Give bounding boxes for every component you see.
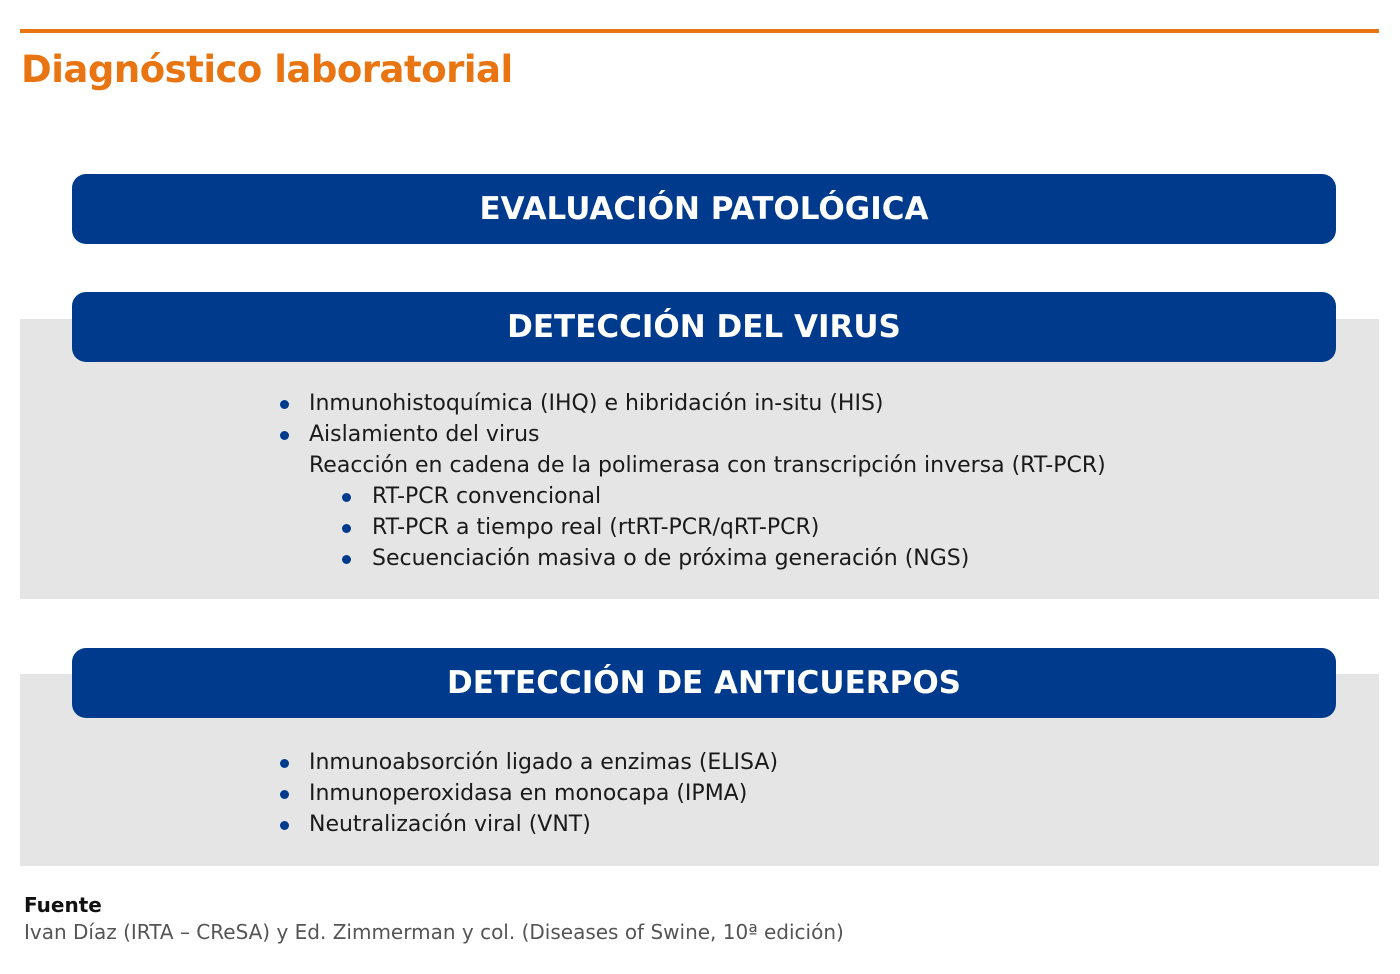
list-item-text: RT-PCR a tiempo real (rtRT-PCR/qRT-PCR) (372, 515, 820, 540)
source-label: Fuente (24, 893, 102, 917)
page-title: Diagnóstico laboratorial (21, 48, 513, 91)
bullet-icon (280, 821, 289, 830)
bullet-icon (342, 555, 351, 564)
antibody-banner (72, 648, 1336, 718)
list-item-text: Reacción en cadena de la polimerasa con transcripción inversa (RT-PCR) (309, 453, 1106, 478)
virus-methods-list (276, 388, 1106, 574)
list-item-text: Secuenciación masiva o de próxima generación (NGS) (372, 546, 970, 571)
list-item (276, 809, 778, 840)
list-item-text: RT-PCR convencional (372, 484, 602, 509)
list-item-text: Neutralización viral (VNT) (309, 812, 591, 837)
list-subitem (276, 481, 1106, 512)
list-item-text: Aislamiento del virus (309, 422, 540, 447)
antibody-heading: DETECCIÓN DE ANTICUERPOS (446, 665, 962, 701)
list-item (276, 450, 1106, 481)
bullet-icon (342, 493, 351, 502)
virus-banner (72, 292, 1336, 362)
list-item-text: Inmunoperoxidasa en monocapa (IPMA) (309, 781, 748, 806)
title-underline (20, 29, 1379, 33)
antibody-methods-list (276, 747, 778, 840)
list-subitem (276, 512, 1106, 543)
bullet-icon (280, 759, 289, 768)
list-item (276, 419, 1106, 450)
pathology-banner (72, 174, 1336, 244)
virus-heading: DETECCIÓN DEL VIRUS (507, 309, 901, 345)
list-item (276, 388, 1106, 419)
list-item (276, 778, 778, 809)
pathology-heading: EVALUACIÓN PATOLÓGICA (479, 191, 929, 227)
source-citation: Ivan Díaz (IRTA – CReSA) y Ed. Zimmerman y col. (Diseases of Swine, 10ª edición) (24, 920, 844, 944)
bullet-icon (280, 400, 289, 409)
list-item-text: Inmunoabsorción ligado a enzimas (ELISA) (309, 750, 779, 775)
list-item (276, 747, 778, 778)
bullet-icon (280, 431, 289, 440)
list-subitem (276, 543, 1106, 574)
bullet-icon (280, 790, 289, 799)
list-item-text: Inmunohistoquímica (IHQ) e hibridación in-situ (HIS) (309, 391, 884, 416)
bullet-icon (342, 524, 351, 533)
